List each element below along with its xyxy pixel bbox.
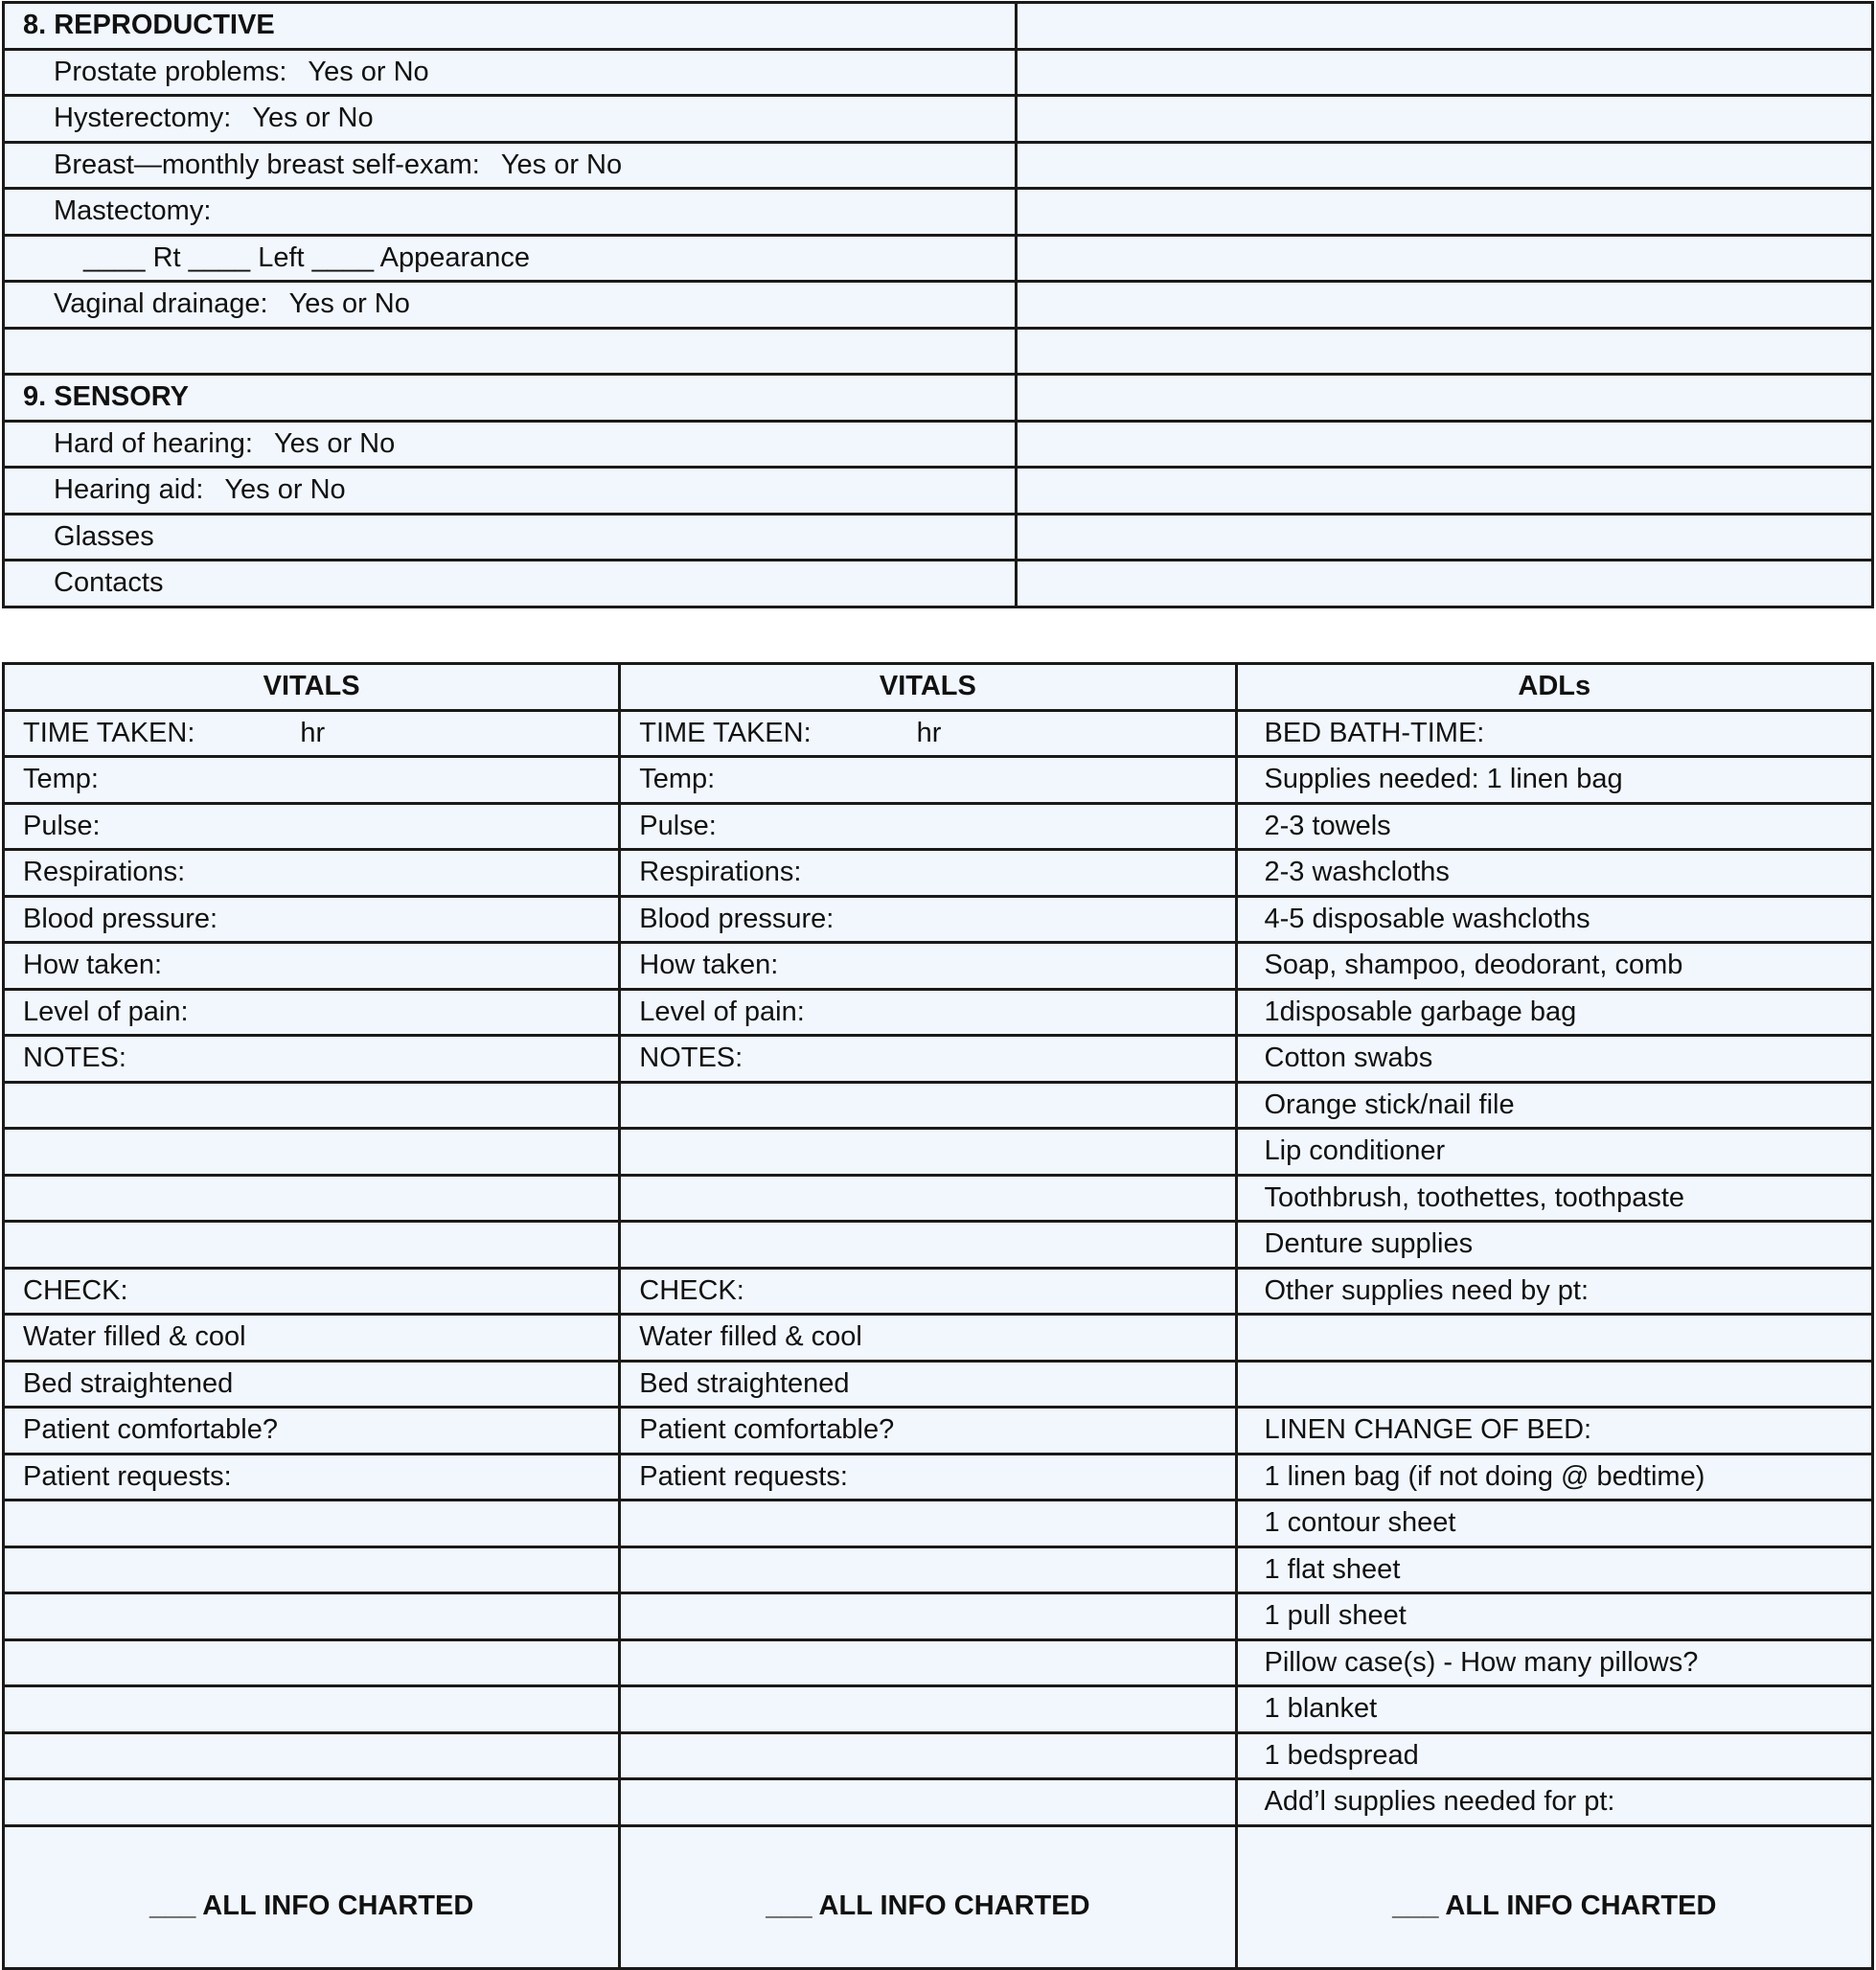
assessment-table xyxy=(2,1,1874,608)
all-info-charted-checkbox[interactable]: ___ ALL INFO CHARTED xyxy=(4,1825,620,1968)
notes-cell[interactable] xyxy=(1017,235,1873,282)
breast-exam-row: Breast—monthly breast self-exam: Yes or No xyxy=(4,142,1017,189)
blood-pressure-field[interactable]: Blood pressure: xyxy=(4,896,620,943)
requests-line[interactable] xyxy=(620,1546,1236,1593)
contacts-row: Contacts xyxy=(4,561,1017,607)
adl-item[interactable] xyxy=(1236,1315,1873,1362)
adl-item: Toothbrush, toothettes, toothpaste xyxy=(1236,1175,1873,1222)
check-bed[interactable]: Bed straightened xyxy=(4,1361,620,1408)
pain-level-field[interactable]: Level of pain: xyxy=(4,989,620,1036)
adls-header: ADLs xyxy=(1236,664,1873,711)
glasses-row: Glasses xyxy=(4,514,1017,561)
requests-line[interactable] xyxy=(4,1732,620,1779)
adl-item: 1 flat sheet xyxy=(1236,1546,1873,1593)
adl-item[interactable] xyxy=(1236,1361,1873,1408)
adl-item: 1 linen bag (if not doing @ bedtime) xyxy=(1236,1454,1873,1500)
hysterectomy-row: Hysterectomy: Yes or No xyxy=(4,96,1017,143)
requests-line[interactable] xyxy=(4,1639,620,1686)
notes-cell[interactable] xyxy=(1017,189,1873,236)
temp-field[interactable]: Temp: xyxy=(4,757,620,804)
check-water[interactable]: Water filled & cool xyxy=(620,1315,1236,1362)
check-label: CHECK: xyxy=(620,1268,1236,1315)
respirations-field[interactable]: Respirations: xyxy=(620,850,1236,897)
how-taken-field[interactable]: How taken: xyxy=(4,943,620,990)
blank-row xyxy=(4,328,1017,375)
yes-no-choice[interactable]: Yes or No xyxy=(273,427,396,459)
pulse-field[interactable]: Pulse: xyxy=(620,803,1236,850)
time-taken-field[interactable]: TIME TAKEN: hr xyxy=(620,710,1236,757)
requests-line[interactable] xyxy=(620,1593,1236,1640)
notes-cell[interactable] xyxy=(1017,468,1873,515)
adl-item: 2-3 towels xyxy=(1236,803,1873,850)
adl-item: 1disposable garbage bag xyxy=(1236,989,1873,1036)
all-info-charted-checkbox[interactable]: ___ ALL INFO CHARTED xyxy=(620,1825,1236,1968)
adl-item: Add’l supplies needed for pt: xyxy=(1236,1779,1873,1826)
adl-item: Orange stick/nail file xyxy=(1236,1082,1873,1129)
requests-line[interactable] xyxy=(620,1500,1236,1547)
check-label: CHECK: xyxy=(4,1268,620,1315)
adl-item: 1 pull sheet xyxy=(1236,1593,1873,1640)
hearing-aid-row: Hearing aid: Yes or No xyxy=(4,468,1017,515)
vitals-header-1: VITALS xyxy=(4,664,620,711)
notes-line[interactable] xyxy=(620,1129,1236,1176)
requests-line[interactable] xyxy=(620,1686,1236,1733)
requests-line[interactable] xyxy=(4,1546,620,1593)
requests-line[interactable] xyxy=(4,1500,620,1547)
yes-no-choice[interactable]: Yes or No xyxy=(288,288,410,320)
notes-cell[interactable] xyxy=(1017,142,1873,189)
hearing-row: Hard of hearing: Yes or No xyxy=(4,421,1017,468)
notes-cell[interactable] xyxy=(1017,49,1873,96)
notes-cell[interactable] xyxy=(1017,514,1873,561)
vitals-adl-table xyxy=(2,662,1874,1970)
check-comfortable[interactable]: Patient comfortable? xyxy=(4,1408,620,1455)
yes-no-choice[interactable]: Yes or No xyxy=(500,149,623,180)
how-taken-field[interactable]: How taken: xyxy=(620,943,1236,990)
adl-item: 1 bedspread xyxy=(1236,1732,1873,1779)
adl-item: 1 contour sheet xyxy=(1236,1500,1873,1547)
vaginal-drainage-row: Vaginal drainage: Yes or No xyxy=(4,282,1017,329)
mastectomy-row: Mastectomy: xyxy=(4,189,1017,236)
notes-line[interactable] xyxy=(620,1175,1236,1222)
notes-line[interactable] xyxy=(4,1222,620,1269)
pulse-field[interactable]: Pulse: xyxy=(4,803,620,850)
adl-item: 2-3 washcloths xyxy=(1236,850,1873,897)
all-info-charted-checkbox[interactable]: ___ ALL INFO CHARTED xyxy=(1236,1825,1873,1968)
adl-item: Supplies needed: 1 linen bag xyxy=(1236,757,1873,804)
requests-line[interactable] xyxy=(4,1593,620,1640)
notes-cell[interactable] xyxy=(1017,561,1873,607)
requests-line[interactable] xyxy=(4,1779,620,1826)
yes-no-choice[interactable]: Yes or No xyxy=(308,56,429,87)
check-bed[interactable]: Bed straightened xyxy=(620,1361,1236,1408)
notes-label: NOTES: xyxy=(4,1036,620,1083)
requests-line[interactable] xyxy=(620,1732,1236,1779)
notes-line[interactable] xyxy=(620,1222,1236,1269)
yes-no-choice[interactable]: Yes or No xyxy=(224,474,346,506)
respirations-field[interactable]: Respirations: xyxy=(4,850,620,897)
adl-item: Pillow case(s) - How many pillows? xyxy=(1236,1639,1873,1686)
notes-label: NOTES: xyxy=(620,1036,1236,1083)
check-comfortable[interactable]: Patient comfortable? xyxy=(620,1408,1236,1455)
notes-cell[interactable] xyxy=(1017,96,1873,143)
reproductive-title: 8. REPRODUCTIVE xyxy=(4,3,1017,50)
vitals-header-2: VITALS xyxy=(620,664,1236,711)
notes-line[interactable] xyxy=(4,1129,620,1176)
adl-item: Soap, shampoo, deodorant, comb xyxy=(1236,943,1873,990)
requests-line[interactable] xyxy=(620,1639,1236,1686)
adl-item: Cotton swabs xyxy=(1236,1036,1873,1083)
notes-line[interactable] xyxy=(620,1082,1236,1129)
check-water[interactable]: Water filled & cool xyxy=(4,1315,620,1362)
mastectomy-detail-row[interactable]: ____ Rt ____ Left ____ Appearance xyxy=(4,235,1017,282)
notes-cell[interactable] xyxy=(1017,421,1873,468)
adl-item: 4-5 disposable washcloths xyxy=(1236,896,1873,943)
patient-requests-label: Patient requests: xyxy=(620,1454,1236,1500)
prostate-row: Prostate problems: Yes or No xyxy=(4,49,1017,96)
adl-item: BED BATH-TIME: xyxy=(1236,710,1873,757)
patient-requests-label: Patient requests: xyxy=(4,1454,620,1500)
yes-no-choice[interactable]: Yes or No xyxy=(252,103,374,134)
adl-item: 1 blanket xyxy=(1236,1686,1873,1733)
notes-line[interactable] xyxy=(4,1175,620,1222)
blood-pressure-field[interactable]: Blood pressure: xyxy=(620,896,1236,943)
notes-line[interactable] xyxy=(4,1082,620,1129)
notes-cell[interactable] xyxy=(1017,282,1873,329)
notes-cell[interactable] xyxy=(1017,3,1873,50)
time-taken-field[interactable]: TIME TAKEN: hr xyxy=(4,710,620,757)
pain-level-field[interactable]: Level of pain: xyxy=(620,989,1236,1036)
adl-item: Other supplies need by pt: xyxy=(1236,1268,1873,1315)
notes-cell[interactable] xyxy=(1017,375,1873,422)
adl-item: LINEN CHANGE OF BED: xyxy=(1236,1408,1873,1455)
requests-line[interactable] xyxy=(620,1779,1236,1826)
adl-item: Lip conditioner xyxy=(1236,1129,1873,1176)
notes-cell[interactable] xyxy=(1017,328,1873,375)
sensory-title: 9. SENSORY xyxy=(4,375,1017,422)
temp-field[interactable]: Temp: xyxy=(620,757,1236,804)
adl-item: Denture supplies xyxy=(1236,1222,1873,1269)
requests-line[interactable] xyxy=(4,1686,620,1733)
